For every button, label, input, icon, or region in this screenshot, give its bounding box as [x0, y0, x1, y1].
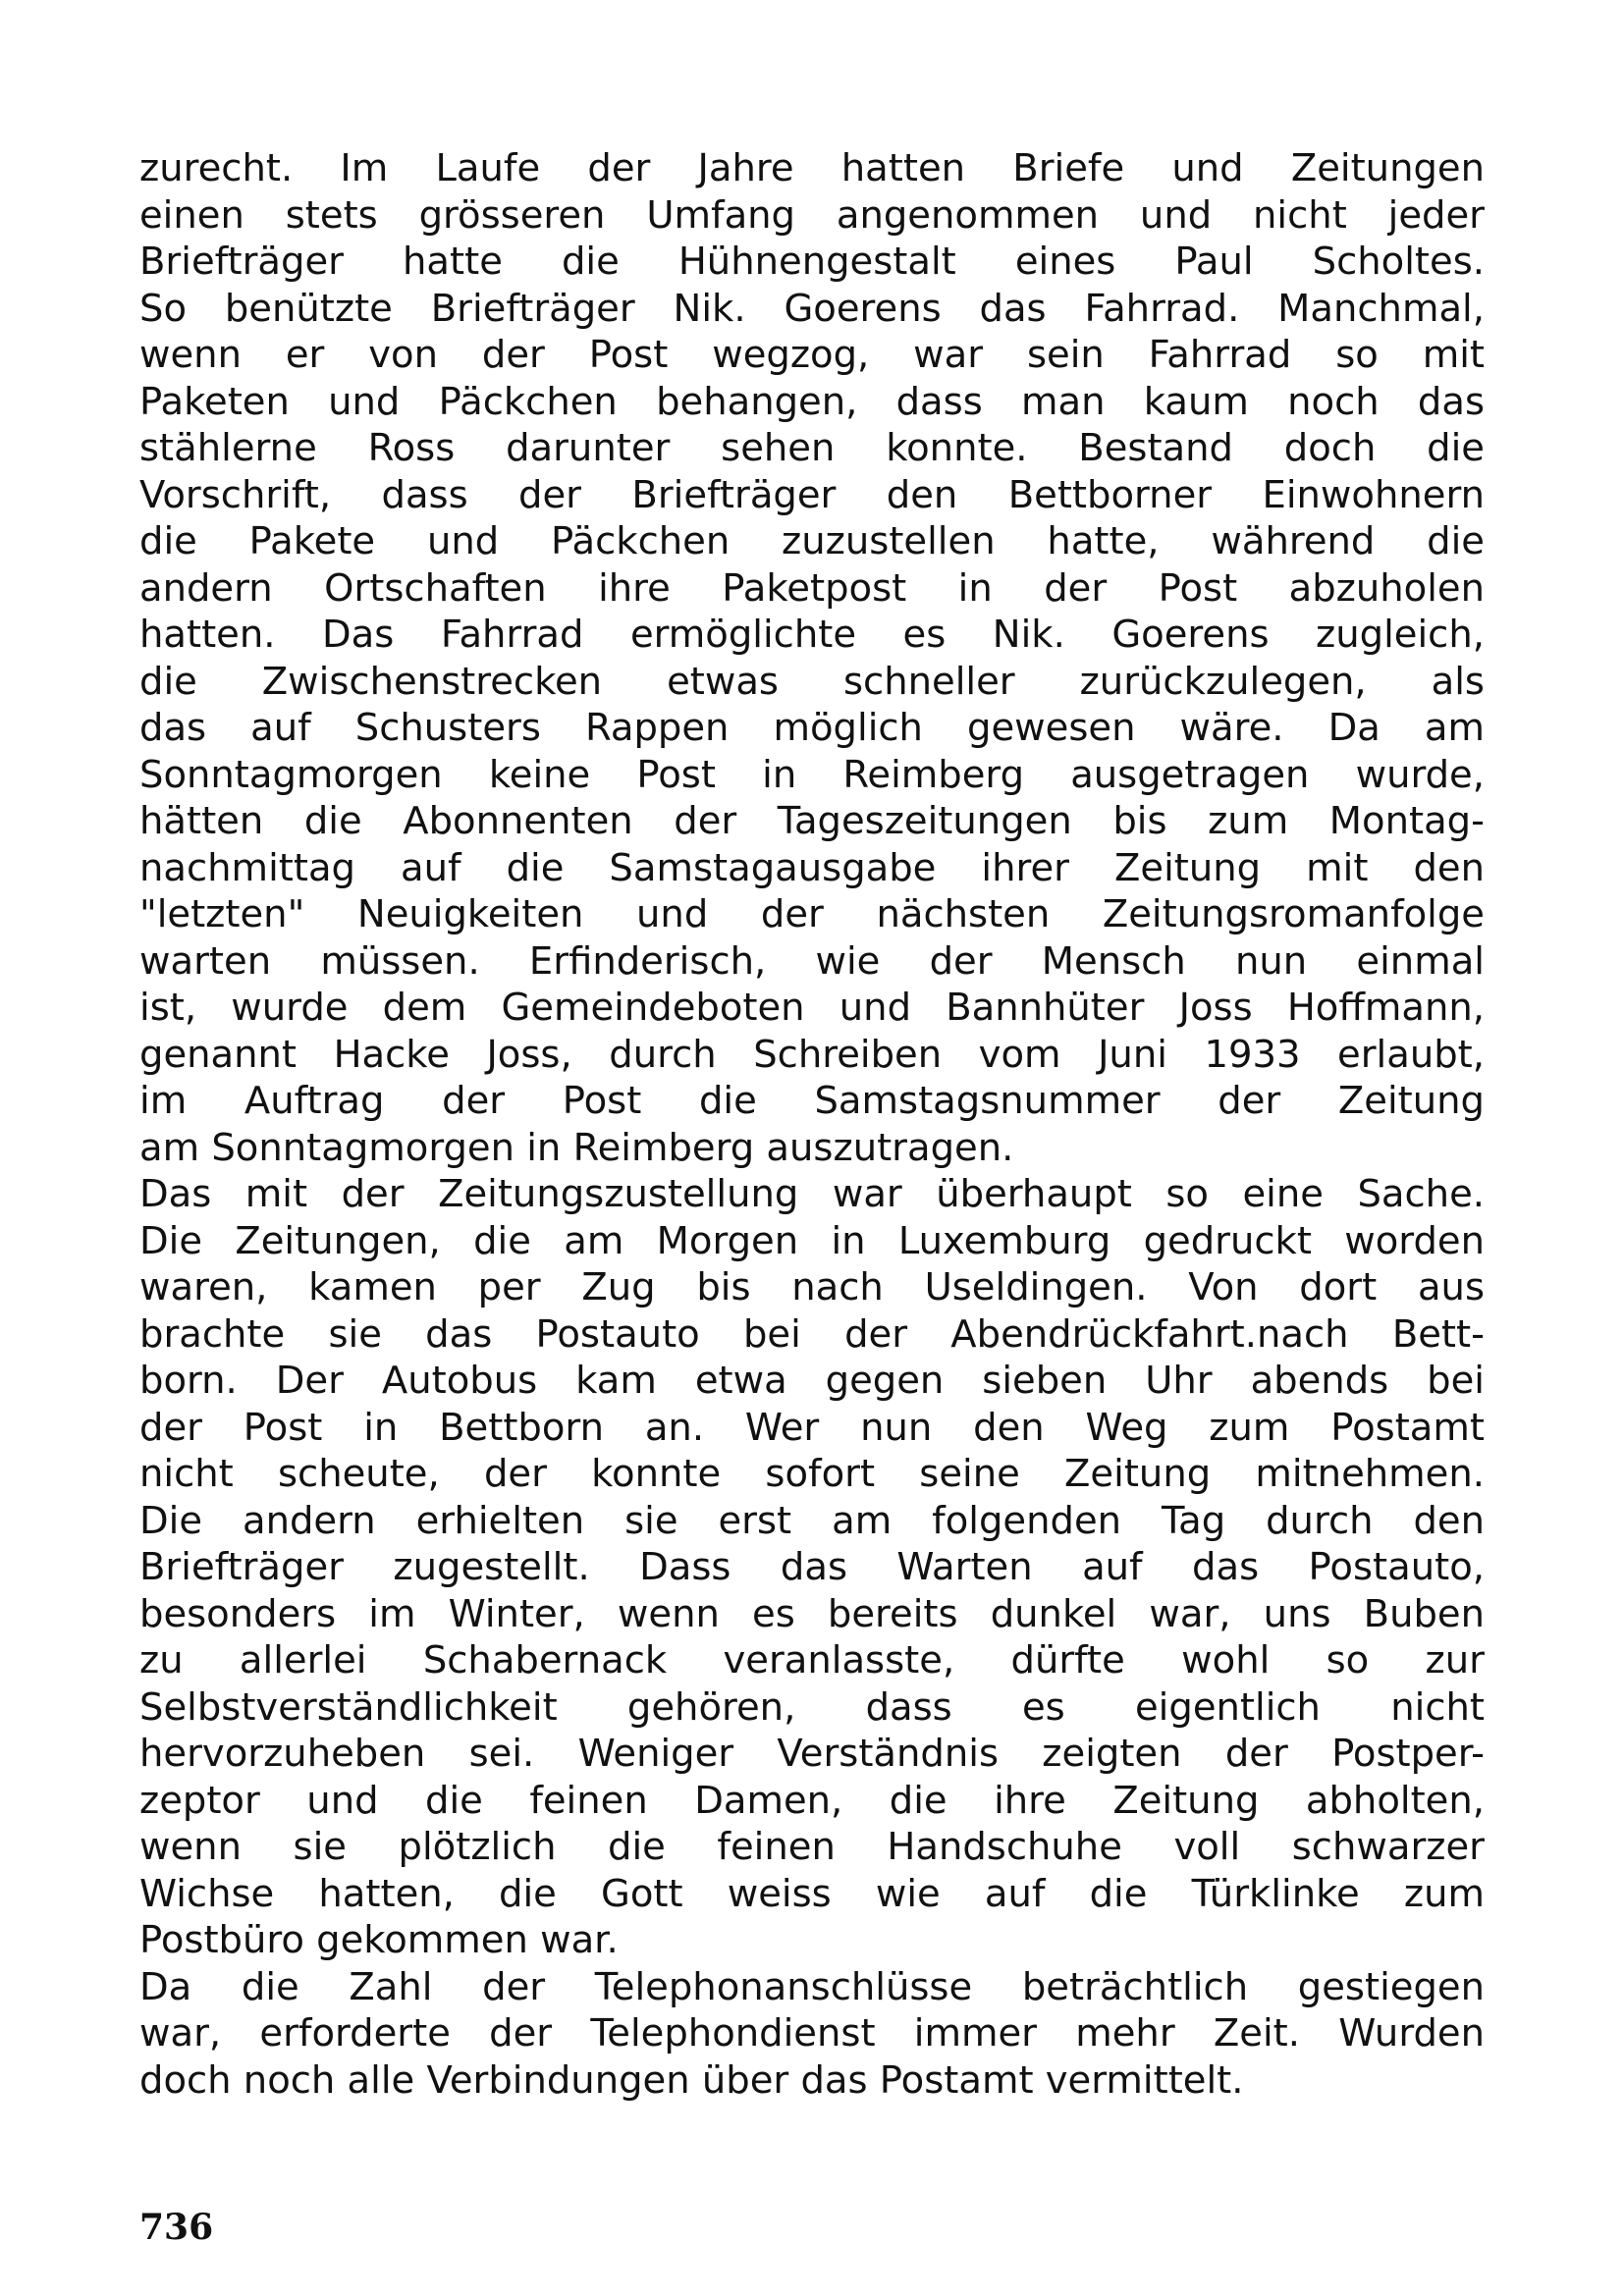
text-line: zeptor und die feinen Damen, die ihre Zeitung abholten,	[139, 1778, 1485, 1823]
text-line: waren, kamen per Zug bis nach Useldingen. Von dort aus	[139, 1265, 1485, 1309]
text-line: andern Ortschaften ihre Paketpost in der Post abzuholen	[139, 565, 1485, 611]
page-number: 736	[139, 2207, 214, 2248]
text-line: doch noch alle Verbindungen über das Postamt vermittelt.	[139, 2057, 1244, 2103]
text-line: hatten. Das Fahrrad ermöglichte es Nik. Goerens zugleich,	[139, 613, 1485, 657]
text-line: Das mit der Zeitungszustellung war überhaupt so eine Sache.	[139, 1172, 1485, 1216]
text-line: Selbstverständlichkeit gehören, dass es eigentlich nicht	[139, 1684, 1485, 1730]
text-line: die Pakete und Päckchen zuzustellen hatte, während die	[139, 519, 1485, 563]
text-line: Wichse hatten, die Gott weiss wie auf die Türklinke zum	[139, 1871, 1485, 1916]
text-line: So benützte Briefträger Nik. Goerens das Fahrrad. Manchmal,	[139, 286, 1485, 331]
text-line: stählerne Ross darunter sehen konnte. Bestand doch die	[139, 426, 1485, 470]
body-text	[139, 145, 1485, 2104]
text-line: "letzten" Neuigkeiten und der nächsten Zeitungsromanfolge	[139, 892, 1485, 936]
text-line: genannt Hacke Joss, durch Schreiben vom Juni 1933 erlaubt,	[139, 1032, 1485, 1077]
text-line: nicht scheute, der konnte sofort seine Zeitung mitnehmen.	[139, 1452, 1485, 1496]
text-line: hervorzuheben sei. Weniger Verständnis zeigten der Postper-	[139, 1732, 1485, 1776]
text-line: Die andern erhielten sie erst am folgenden Tag durch den	[139, 1498, 1485, 1543]
text-line: besonders im Winter, wenn es bereits dunkel war, uns Buben	[139, 1591, 1485, 1636]
text-line: einen stets grösseren Umfang angenommen und nicht jeder	[139, 192, 1485, 238]
text-line: das auf Schusters Rappen möglich gewesen wäre. Da am	[139, 706, 1485, 750]
text-line: wenn sie plötzlich die feinen Handschuhe voll schwarzer	[139, 1825, 1485, 1869]
text-line: im Auftrag der Post die Samstagsnummer der Zeitung	[139, 1079, 1485, 1123]
text-line: Die Zeitungen, die am Morgen in Luxemburg gedruckt worden	[139, 1218, 1485, 1263]
text-line: Vorschrift, dass der Briefträger den Bettborner Einwohnern	[139, 472, 1485, 517]
text-line: Postbüro gekommen war.	[139, 1918, 619, 1962]
text-line: Briefträger hatte die Hühnengestalt eines Paul Scholtes.	[139, 240, 1485, 284]
text-line: die Zwischenstrecken etwas schneller zurückzulegen, als	[139, 659, 1485, 704]
text-line: ist, wurde dem Gemeindeboten und Bannhüter Joss Hoffmann,	[139, 986, 1485, 1030]
text-line: am Sonntagmorgen in Reimberg auszutragen.	[139, 1125, 1014, 1170]
text-line: Sonntagmorgen keine Post in Reimberg ausgetragen wurde,	[139, 752, 1485, 797]
text-line: Da die Zahl der Telephonanschlüsse beträchtlich gestiegen	[139, 1964, 1485, 2009]
text-line: der Post in Bettborn an. Wer nun den Weg zum Postamt	[139, 1405, 1485, 1450]
text-line: born. Der Autobus kam etwa gegen sieben Uhr abends bei	[139, 1359, 1485, 1403]
text-line: hätten die Abonnenten der Tageszeitungen bis zum Montag-	[139, 799, 1485, 843]
text-line: warten müssen. Erfinderisch, wie der Mensch nun einmal	[139, 938, 1485, 984]
text-line: zu allerlei Schabernack veranlasste, dürfte wohl so zur	[139, 1638, 1485, 1682]
text-line: Paketen und Päckchen behangen, dass man kaum noch das	[139, 379, 1485, 424]
text-line: Briefträger zugestellt. Dass das Warten auf das Postauto,	[139, 1545, 1485, 1589]
text-line: brachte sie das Postauto bei der Abendrückfahrt.nach Bett-	[139, 1311, 1485, 1357]
text-line: wenn er von der Post wegzog, war sein Fahrrad so mit	[139, 333, 1485, 377]
text-line: war, erforderte der Telephondienst immer mehr Zeit. Wurden	[139, 2011, 1485, 2056]
text-line: nachmittag auf die Samstagausgabe ihrer Zeitung mit den	[139, 845, 1485, 890]
text-line: zurecht. Im Laufe der Jahre hatten Briefe und Zeitungen	[139, 146, 1485, 190]
